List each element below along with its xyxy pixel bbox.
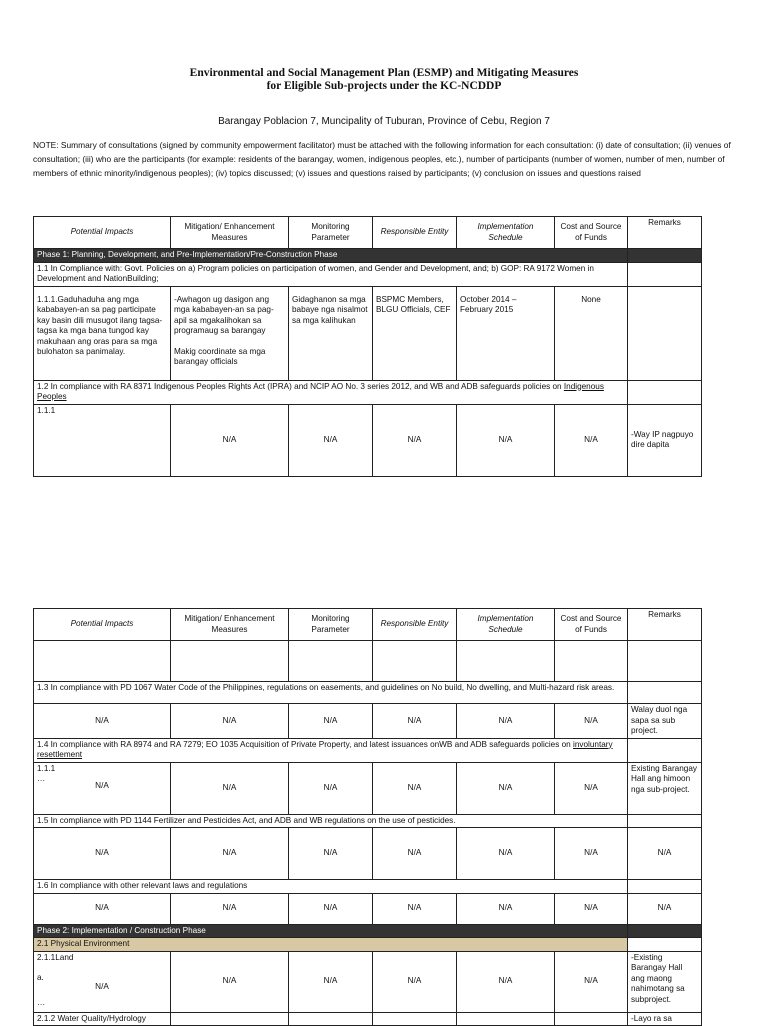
responsible-cell: N/A <box>373 893 457 924</box>
section-1-2-label <box>34 380 628 404</box>
schedule-cell: N/A <box>457 951 555 1012</box>
impact-cell: N/A <box>34 828 171 880</box>
section-1-4-remarks <box>628 738 702 762</box>
impact-value: N/A <box>95 981 109 991</box>
section-1-6-row <box>34 880 702 894</box>
cost-cell: N/A <box>555 762 628 814</box>
monitoring-cell: N/A <box>289 893 373 924</box>
indigenous-peoples-link: Indigenous Peoples <box>37 381 604 401</box>
section-2-1-remarks <box>628 938 702 952</box>
mitigation-cell: N/A <box>171 704 289 739</box>
monitoring-cell: N/A <box>289 828 373 880</box>
section-1-6-remarks <box>628 880 702 894</box>
mitigation-cell: N/A <box>171 893 289 924</box>
schedule-cell: N/A <box>457 828 555 880</box>
section-1-3-remarks <box>628 682 702 704</box>
monitoring-cell: N/A <box>289 762 373 814</box>
schedule-cell <box>457 641 555 682</box>
header-impacts: Potential Impacts <box>34 609 171 641</box>
remarks-cell: -Existing Barangay Hall ang maong nahimotang sa subproject. <box>628 951 702 1012</box>
cost-cell <box>555 641 628 682</box>
header-cost: Cost and Source of Funds <box>555 609 628 641</box>
header-monitoring: Monitoring Parameter <box>289 217 373 249</box>
mitigation-cell: N/A <box>171 762 289 814</box>
impact-cell: 1.1.1.Gaduhaduha ang mga kababayen-an sa pag participate kay basin dili musugot ilang tagsa-tagsa ka mga bana tungod kay makuhaan ang oras para sa mga bulohaton sa panimalay. <box>34 286 171 380</box>
schedule-cell: N/A <box>457 893 555 924</box>
header-cost: Cost and Source of Funds <box>555 217 628 249</box>
responsible-cell: N/A <box>373 951 457 1012</box>
phase-2-label: Phase 2: Implementation / Construction Phase <box>34 924 628 938</box>
remarks-cell: N/A <box>628 828 702 880</box>
row-ellipsis: … <box>37 998 46 1007</box>
monitoring-cell <box>289 641 373 682</box>
mitigation-cell: N/A <box>171 828 289 880</box>
remarks-cell <box>628 286 702 380</box>
impact-cell: N/A <box>34 704 171 739</box>
responsible-cell: N/A <box>373 762 457 814</box>
mitigation-cell: N/A <box>171 404 289 476</box>
header-impacts: Potential Impacts <box>34 217 171 249</box>
section-1-5-label: 1.5 In compliance with PD 1144 Fertilizer and Pesticides Act, and ADB and WB regulations on the use of pesticides. <box>34 814 628 828</box>
header-monitoring: Monitoring Parameter <box>289 609 373 641</box>
section-1-4-text: 1.4 In compliance with RA 8974 and RA 7279; EO 1035 Acquisition of Private Property, and latest issuances onWB and ADB safeguards policies on <box>37 739 573 749</box>
cost-cell: N/A <box>555 951 628 1012</box>
document-title-line1: Environmental and Social Management Plan (ESMP) and Mitigating Measures <box>189 67 579 79</box>
phase-2-remarks <box>628 924 702 938</box>
header-schedule: Implementation Schedule <box>457 217 555 249</box>
document-title-line2: for Eligible Sub-projects under the KC-NCDDP <box>266 80 502 92</box>
table-row <box>34 951 702 1012</box>
section-1-3-row <box>34 682 702 704</box>
impact-value: N/A <box>95 780 109 790</box>
remarks-cell <box>628 641 702 682</box>
table-row <box>34 828 702 880</box>
cost-cell: N/A <box>555 828 628 880</box>
header-remarks: Remarks <box>628 217 702 249</box>
section-2-1-label: 2.1 Physical Environment <box>34 938 628 952</box>
header-responsible: Responsible Entity <box>373 217 457 249</box>
note-text: Summary of consultations (signed by community empowerment facilitator) must be attached with the following information for each consultation: (i) date of consultation; (ii) venues of consultation; (iii) who are the participants (for example: residents of the barangay, women, indigenous peoples, etc.), number of participants (number of women, number of men, number of members of ethnic minority/indigenous peoples); (iv) topics discussed; (v) issues and questions raised by participants; (v) conclusion on issues and questions raised <box>33 140 731 178</box>
table-row <box>34 641 702 682</box>
section-1-2-text: 1.2 In compliance with RA 8371 Indigenous Peoples Rights Act (IPRA) and NCIP AO No. 3 series 2012, and WB and ADB safeguards policies on <box>37 381 564 391</box>
table-row <box>34 1012 702 1026</box>
remarks-cell: N/A <box>628 893 702 924</box>
schedule-cell: N/A <box>457 404 555 476</box>
table-row <box>34 762 702 814</box>
consultation-note <box>33 138 733 180</box>
monitoring-cell: N/A <box>289 404 373 476</box>
row-label: 2.1.1Land <box>37 952 74 962</box>
schedule-cell: N/A <box>457 704 555 739</box>
monitoring-cell <box>289 1012 373 1026</box>
table-row <box>34 286 702 380</box>
responsible-cell: BSPMC Members, BLGU Officials, CEF <box>373 286 457 380</box>
phase-1-row <box>34 249 702 263</box>
header-responsible: Responsible Entity <box>373 609 457 641</box>
section-1-5-row <box>34 814 702 828</box>
responsible-cell: N/A <box>373 404 457 476</box>
table-row <box>34 893 702 924</box>
note-label: NOTE: <box>33 140 59 150</box>
header-remarks: Remarks <box>628 609 702 641</box>
header-row <box>34 217 702 249</box>
row-ellipsis: … <box>37 774 46 783</box>
phase-1-label: Phase 1: Planning, Development, and Pre-Implementation/Pre-Construction Phase <box>34 249 628 263</box>
remarks-cell: -Layo ra sa <box>628 1012 702 1026</box>
impact-cell <box>34 762 171 814</box>
schedule-cell: N/A <box>457 762 555 814</box>
impact-cell: 2.1.2 Water Quality/Hydrology <box>34 1012 171 1026</box>
table-row <box>34 704 702 739</box>
header-mitigation: Mitigation/ Enhancement Measures <box>171 217 289 249</box>
monitoring-cell: Gidaghanon sa mga babaye nga nisalmot sa mga kalihukan <box>289 286 373 380</box>
cost-cell: N/A <box>555 404 628 476</box>
mitigation-text-2: Makig coordinate sa mga barangay officials <box>174 346 266 366</box>
row-label: 1.1.1 <box>37 763 56 773</box>
document-location: Barangay Poblacion 7, Muncipality of Tuburan, Province of Cebu, Region 7 <box>218 116 550 127</box>
remarks-cell: Existing Barangay Hall ang himoon nga sub-project. <box>628 762 702 814</box>
mitigation-cell <box>171 641 289 682</box>
cost-cell <box>555 1012 628 1026</box>
cost-cell: None <box>555 286 628 380</box>
mitigation-cell <box>171 1012 289 1026</box>
monitoring-cell: N/A <box>289 951 373 1012</box>
schedule-cell <box>457 1012 555 1026</box>
header-schedule: Implementation Schedule <box>457 609 555 641</box>
row-sub: a. <box>37 973 44 982</box>
responsible-cell <box>373 1012 457 1026</box>
section-1-5-remarks <box>628 814 702 828</box>
table-row <box>34 404 702 476</box>
esmp-table-2 <box>33 608 702 1026</box>
responsible-cell: N/A <box>373 704 457 739</box>
remarks-cell: -Way IP nagpuyo dire dapita <box>628 404 702 476</box>
section-1-6-label: 1.6 In compliance with other relevant laws and regulations <box>34 880 628 894</box>
section-1-3-label: 1.3 In compliance with PD 1067 Water Code of the Philippines, regulations on easements, and guidelines on No build, No dwelling, and Multi-hazard risk areas. <box>34 682 628 704</box>
mitigation-cell: N/A <box>171 951 289 1012</box>
phase-1-remarks <box>628 249 702 263</box>
involuntary-resettlement-link: involuntary resettlement <box>37 739 613 759</box>
remarks-cell: Walay duol nga sapa sa sub project. <box>628 704 702 739</box>
section-1-2-row <box>34 380 702 404</box>
impact-cell <box>34 641 171 682</box>
responsible-cell: N/A <box>373 828 457 880</box>
section-1-1-label: 1.1 In Compliance with: Govt. Policies on a) Program policies on participation of women, and Gender and Development, and; b) GOP: RA 9172 Women in Development and NationBuilding; <box>34 262 628 286</box>
cost-cell: N/A <box>555 893 628 924</box>
cost-cell: N/A <box>555 704 628 739</box>
schedule-cell: October 2014 – February 2015 <box>457 286 555 380</box>
impact-cell: 1.1.1 <box>34 404 171 476</box>
esmp-table-1 <box>33 216 702 477</box>
impact-cell: N/A <box>34 893 171 924</box>
section-1-4-label <box>34 738 628 762</box>
responsible-cell <box>373 641 457 682</box>
section-1-4-row <box>34 738 702 762</box>
mitigation-cell <box>171 286 289 380</box>
section-1-1-row <box>34 262 702 286</box>
header-row <box>34 609 702 641</box>
header-mitigation: Mitigation/ Enhancement Measures <box>171 609 289 641</box>
section-1-2-remarks <box>628 380 702 404</box>
impact-cell <box>34 951 171 1012</box>
phase-2-row <box>34 924 702 938</box>
section-2-1-row <box>34 938 702 952</box>
mitigation-text-1: -Awhagon ug dasigon ang mga kababayen-an sa pag-apil sa mgakalihokan sa programaug sa barangay <box>174 294 274 335</box>
monitoring-cell: N/A <box>289 704 373 739</box>
section-1-1-remarks <box>628 262 702 286</box>
